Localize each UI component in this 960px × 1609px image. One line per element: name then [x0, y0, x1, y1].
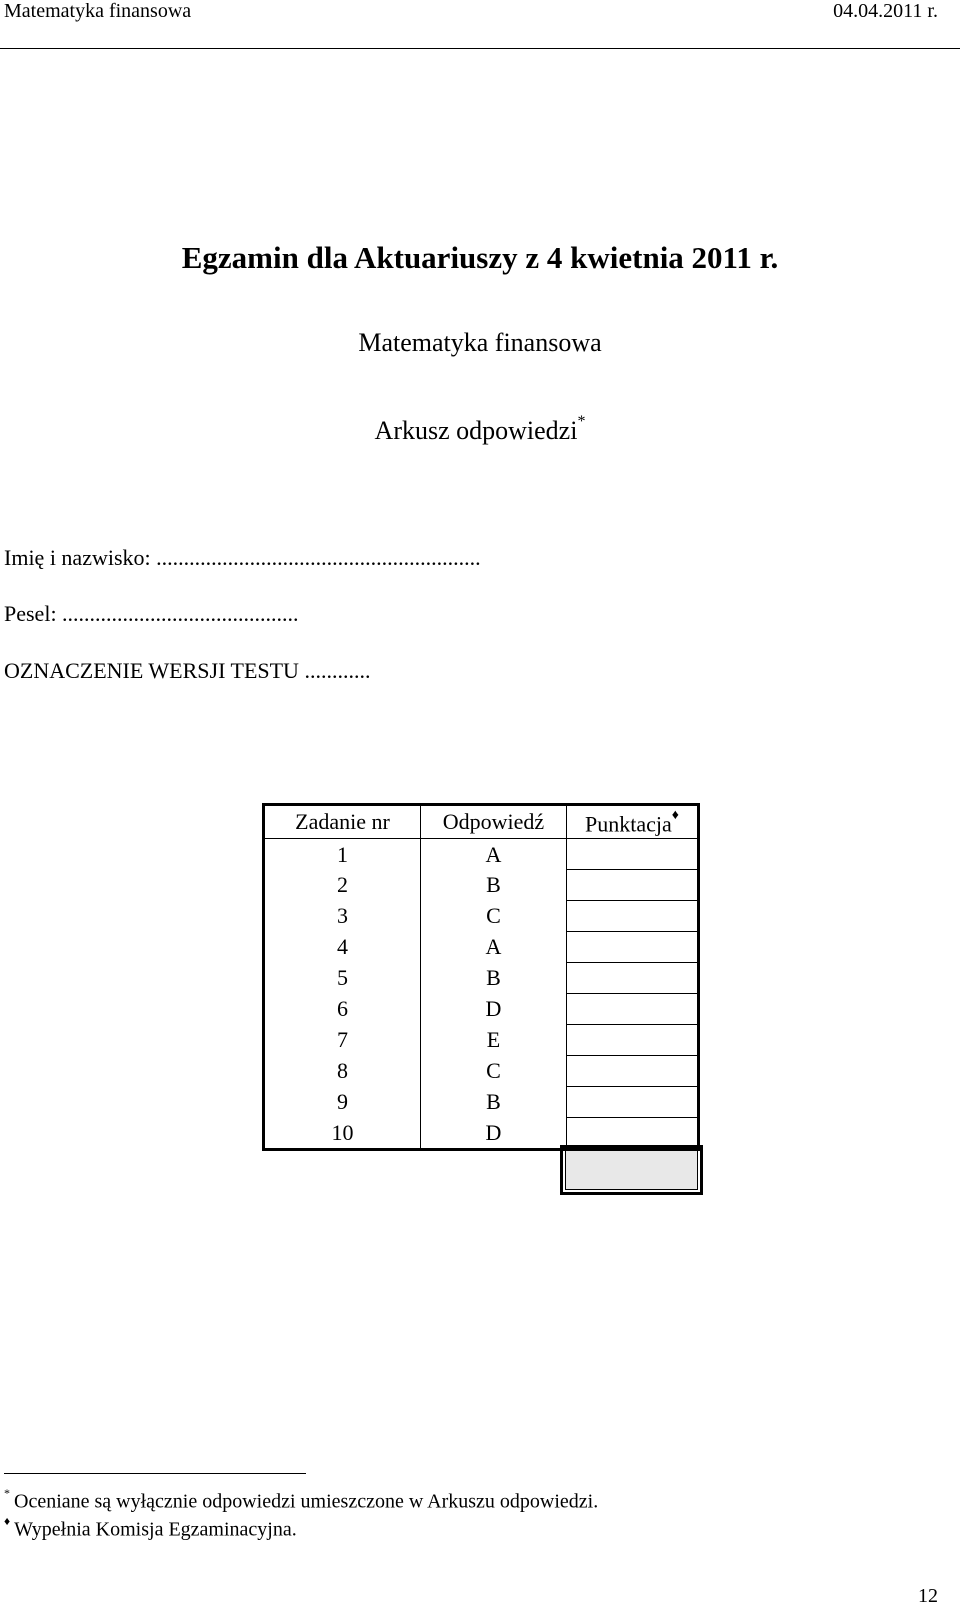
score-cell [567, 1087, 699, 1118]
sheet-title-text: Arkusz odpowiedzi [374, 416, 578, 445]
answer-value: C [421, 901, 567, 932]
total-score-field [565, 1150, 698, 1190]
score-cell [567, 839, 699, 870]
total-score-box [560, 1145, 703, 1195]
task-number: 1 [264, 839, 421, 870]
exam-title: Egzamin dla Aktuariuszy z 4 kwietnia 2011 r. [181, 240, 779, 275]
running-header-date: 04.04.2011 r. [833, 0, 938, 22]
task-number: 9 [264, 1087, 421, 1118]
col-header-score-text: Punktacja [585, 811, 672, 837]
score-cell [567, 994, 699, 1025]
score-cell [567, 870, 699, 901]
col-header-score [567, 805, 699, 839]
sheet-title [0, 413, 960, 446]
answer-value: A [421, 932, 567, 963]
pesel-field: Pesel: ........................................... [4, 601, 299, 626]
footnote-commission [4, 1512, 297, 1542]
subject-title: Matematyka finansowa [358, 328, 602, 357]
page-number: 12 [918, 1585, 938, 1607]
footnote-answers [4, 1484, 598, 1514]
score-footnote-marker: ♦ [671, 808, 679, 823]
task-number: 2 [264, 870, 421, 901]
table-row [264, 870, 699, 901]
table-row [264, 932, 699, 963]
sheet-footnote-marker: * [577, 413, 586, 431]
task-number: 5 [264, 963, 421, 994]
name-field: Imię i nazwisko: ........................................................... [4, 545, 481, 570]
footnote-marker-star: * [4, 1486, 10, 1500]
table-row [264, 1025, 699, 1056]
footnote-commission-text: Wypełnia Komisja Egzaminacyjna. [14, 1518, 297, 1541]
task-number: 10 [264, 1118, 421, 1150]
footnote-answers-text: Oceniane są wyłącznie odpowiedzi umieszczone w Arkuszu odpowiedzi. [14, 1490, 599, 1513]
score-cell [567, 901, 699, 932]
task-number: 4 [264, 932, 421, 963]
score-cell [567, 1025, 699, 1056]
task-number: 6 [264, 994, 421, 1025]
score-cell [567, 963, 699, 994]
answer-value: B [421, 963, 567, 994]
table-row [264, 901, 699, 932]
table-row [264, 1056, 699, 1087]
header-rule [0, 48, 960, 49]
answer-value: E [421, 1025, 567, 1056]
score-cell [567, 932, 699, 963]
answer-value: B [421, 1087, 567, 1118]
answer-value: A [421, 839, 567, 870]
col-header-answer: Odpowiedź [421, 805, 567, 839]
table-row [264, 994, 699, 1025]
answer-value: B [421, 870, 567, 901]
task-number: 3 [264, 901, 421, 932]
answer-value: D [421, 1118, 567, 1150]
table-row [264, 839, 699, 870]
answer-table-header [264, 805, 699, 839]
footnote-rule [4, 1473, 306, 1474]
table-row [264, 963, 699, 994]
version-field: OZNACZENIE WERSJI TESTU ............ [4, 658, 371, 683]
task-number: 8 [264, 1056, 421, 1087]
task-number: 7 [264, 1025, 421, 1056]
col-header-task: Zadanie nr [264, 805, 421, 839]
answer-value: C [421, 1056, 567, 1087]
table-row [264, 1087, 699, 1118]
footnote-marker-diamond: ♦ [4, 1514, 11, 1528]
running-header-subject: Matematyka finansowa [4, 0, 192, 22]
answer-value: D [421, 994, 567, 1025]
score-cell [567, 1056, 699, 1087]
answer-table [262, 803, 700, 1151]
